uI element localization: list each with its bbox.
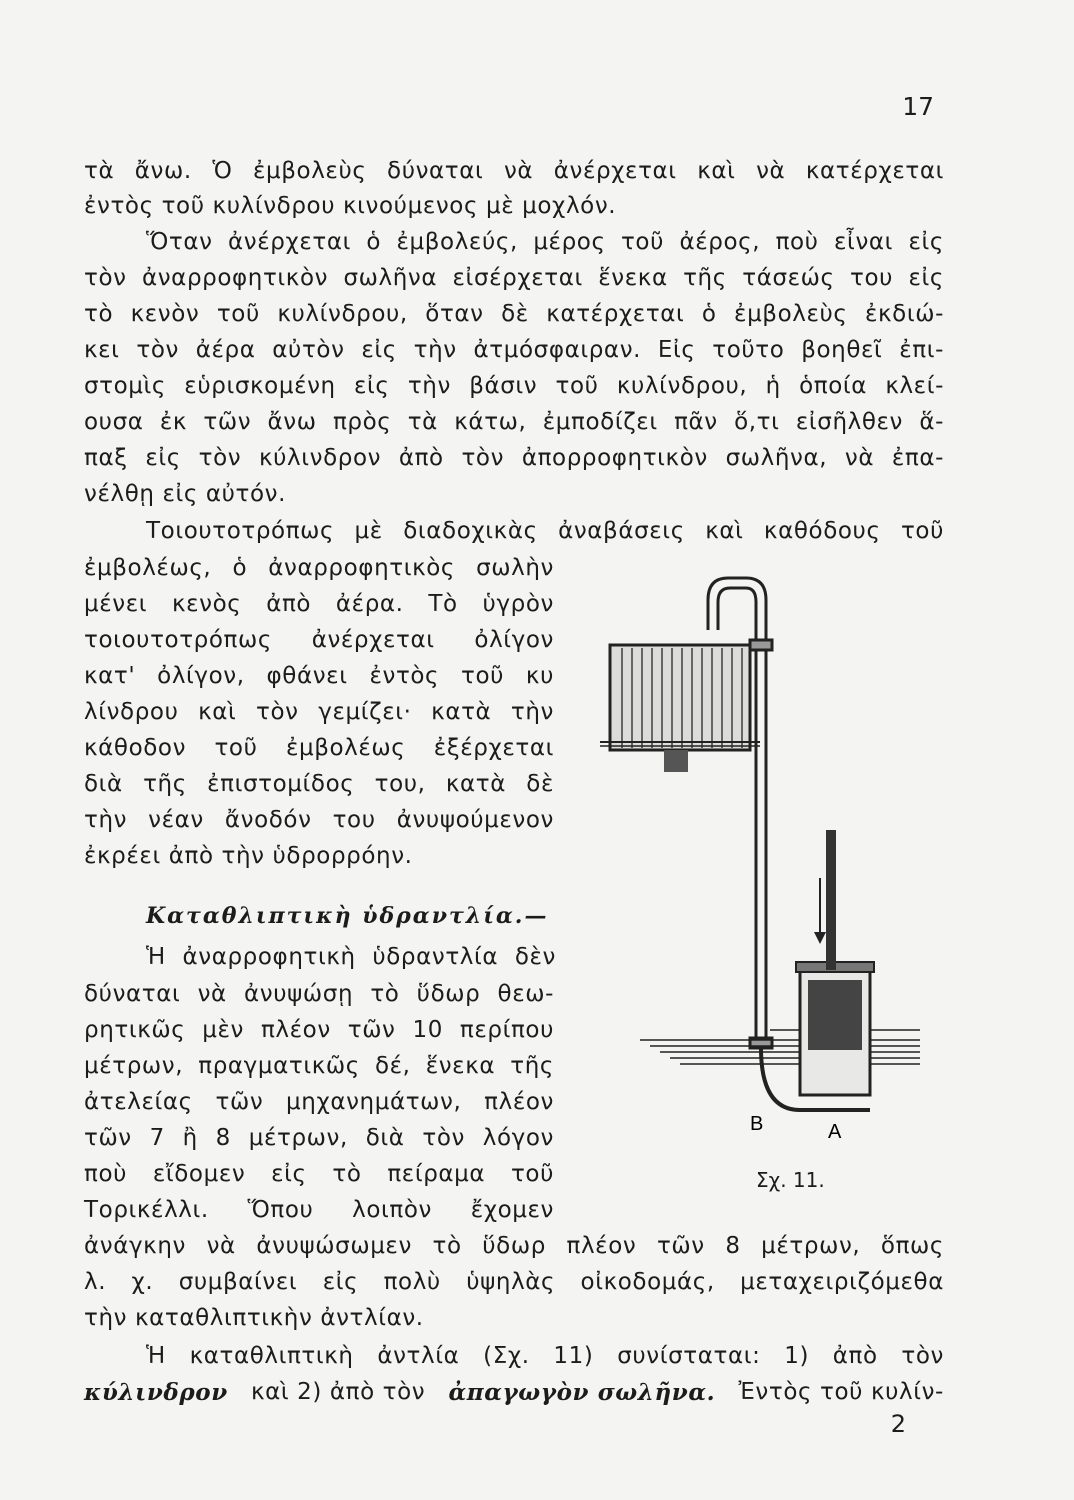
text-line: λίνδρου καὶ τὸν γεμίζει· κατὰ τὴν — [84, 699, 554, 725]
pump-cylinder — [796, 830, 874, 1095]
term-delivery-pipe: ἀπαγωγὸν σωλῆνα. — [448, 1379, 716, 1406]
text-line: ἐμβολέως, ὁ ἀναρροφητικὸς σωλὴν — [84, 555, 554, 581]
figure-caption: Σχ. 11. — [756, 1168, 825, 1192]
text-line: Τοιουτοτρόπως μὲ διαδοχικὰς ἀναβάσεις καὶ καθόδους τοῦ — [146, 518, 944, 544]
text-line: μένει κενὸς ἀπὸ ἀέρα. Τὸ ὑγρὸν — [84, 591, 554, 617]
text-line: διὰ τῆς ἐπιστομίδος του, κατὰ δὲ — [84, 771, 554, 797]
text-line: παξ εἰς τὸν κύλινδρον ἀπὸ τὸν ἀπορροφητικὸν σωλῆνα, νὰ ἐπα- — [84, 445, 944, 471]
text-line: στομὶς εὑρισκομένη εἰς τὴν βάσιν τοῦ κυλίνδρου, ἡ ὁποία κλεί- — [84, 373, 944, 399]
text-line: τὰ ἄνω. Ὁ ἐμβολεὺς δύναται νὰ ἀνέρχεται καὶ νὰ κατέρχεται — [84, 158, 944, 184]
term-cylinder: κύλινδρον — [84, 1379, 228, 1406]
text-line: κάθοδον τοῦ ἐμβολέως ἐξέρχεται — [84, 735, 554, 761]
text-line: λ. χ. συμβαίνει εἰς πολὺ ὑψηλὰς οἰκοδομάς, μεταχειριζόμεθα — [84, 1269, 944, 1295]
text-line: ἀνάγκην νὰ ἀνυψώσωμεν τὸ ὕδωρ πλέον τῶν 8 μέτρων, ὅπως — [84, 1233, 944, 1259]
label-a: A — [828, 1121, 842, 1143]
text-line: τὸ κενὸν τοῦ κυλίνδρου, ὅταν δὲ κατέρχεται ὁ ἐμβολεὺς ἐκδιώ- — [84, 301, 944, 327]
text-line: κατ' ὀλίγον, φθάνει ἐντὸς τοῦ κυ — [84, 663, 554, 689]
text-line: ἐντὸς τοῦ κυλίνδρου κινούμενος μὲ μοχλόν. — [84, 193, 617, 219]
text-line: τὴν καταθλιπτικὴν ἀντλίαν. — [84, 1305, 424, 1331]
section-heading: Καταθλιπτικὴ ὑδραντλία.— — [146, 903, 549, 929]
text-line: ἀτελείας τῶν μηχανημάτων, πλέον — [84, 1089, 554, 1115]
text-fragment: Ἐντὸς τοῦ κυλίν- — [738, 1379, 944, 1405]
text-line: μέτρων, πραγματικῶς δέ, ἕνεκα τῆς — [84, 1053, 554, 1079]
text-line: ἐκρέει ἀπὸ τὴν ὑδρορρόην. — [84, 843, 413, 869]
text-line: τῶν 7 ἢ 8 μέτρων, διὰ τὸν λόγον — [84, 1125, 554, 1151]
text-line: νέλθῃ εἰς αὐτόν. — [84, 481, 287, 507]
text-line: Ὅταν ἀνέρχεται ὁ ἐμβολεύς, μέρος τοῦ ἀέρος, ποὺ εἶναι εἰς — [146, 229, 944, 255]
text-line: ουσα ἐκ τῶν ἄνω πρὸς τὰ κάτω, ἐμποδίζει πᾶν ὅ,τι εἰσῆλθεν ἅ- — [84, 409, 944, 435]
text-fragment: καὶ 2) ἀπὸ τὸν — [250, 1379, 426, 1405]
text-line-mixed — [84, 1379, 944, 1406]
text-line: κει τὸν ἀέρα αὐτὸν εἰς τὴν ἀτμόσφαιραν. Εἰς τοῦτο βοηθεῖ ἐπι- — [84, 337, 944, 363]
force-pump-figure — [600, 560, 920, 1143]
text-line: Ἡ καταθλιπτικὴ ἀντλία (Σχ. 11) συνίσταται: 1) ἀπὸ τὸν — [146, 1343, 944, 1369]
printer-signature: 2 — [890, 1410, 906, 1438]
text-line: Τορικέλλι. Ὅπου λοιπὸν ἔχομεν — [84, 1197, 554, 1223]
text-line: δύναται νὰ ἀνυψώσῃ τὸ ὕδωρ θεω- — [84, 981, 554, 1007]
label-b: B — [750, 1113, 764, 1135]
text-line: Ἡ ἀναρροφητικὴ ὑδραντλία δὲν — [146, 944, 556, 970]
text-line: ποὺ εἴδομεν εἰς τὸ πείραμα τοῦ — [84, 1161, 554, 1187]
tank-illustration — [600, 645, 760, 772]
page-number: 17 — [902, 92, 934, 121]
water-surface — [640, 1030, 920, 1064]
text-line: τοιουτοτρόπως ἀνέρχεται ὀλίγον — [84, 627, 554, 653]
text-line: τὸν ἀναρροφητικὸν σωλῆνα εἰσέρχεται ἕνεκα τῆς τάσεώς του εἰς — [84, 265, 944, 291]
text-line: τὴν νέαν ἄνοδόν του ἀνυψούμενον — [84, 807, 554, 833]
text-line: ρητικῶς μὲν πλέον τῶν 10 περίπου — [84, 1017, 554, 1043]
